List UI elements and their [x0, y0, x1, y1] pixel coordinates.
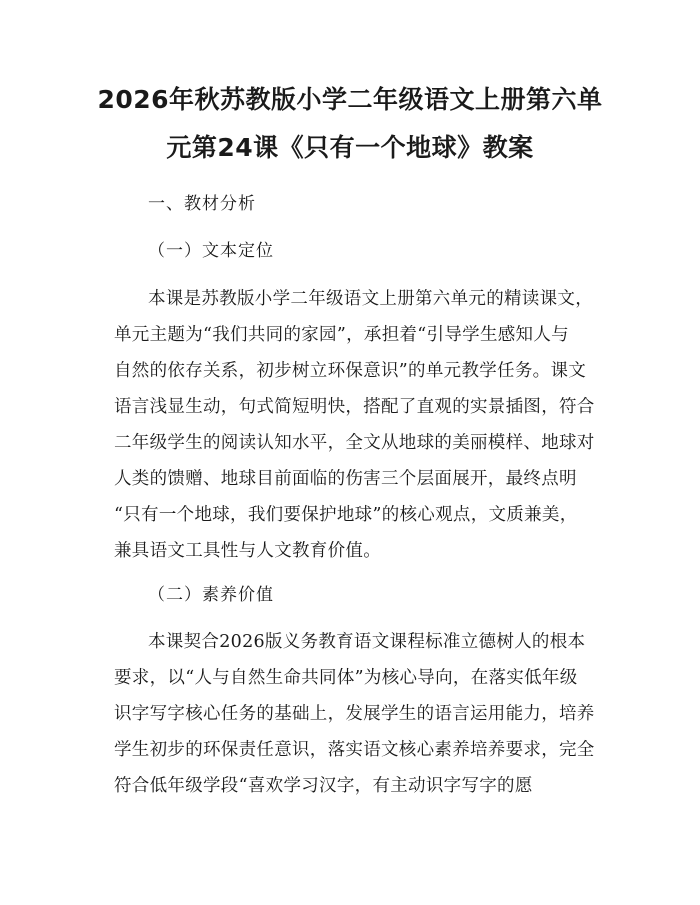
paragraph-1-line-6: 人类的馈赠、地球目前面临的伤害三个层面展开，最终点明 — [114, 469, 577, 489]
paragraph-2-line-4: 学生初步的环保责任意识，落实语文核心素养培养要求，完全 — [114, 740, 595, 760]
paragraph-2-line-5: 符合低年级学段“喜欢学习汉字，有主动识字写字的愿 — [114, 776, 533, 796]
paragraph-1-line-4: 语言浅显生动，句式简短明快，搭配了直观的实景插图，符合 — [114, 397, 595, 417]
paragraph-1-line-1: 本课是苏教版小学二年级语文上册第六单元的精读课文， — [148, 289, 593, 309]
paragraph-1-line-5: 二年级学生的阅读认知水平，全文从地球的美丽模样、地球对 — [114, 433, 595, 453]
section-heading-teaching-material-analysis: 一、教材分析 — [148, 194, 256, 214]
subsection-heading-literacy-value: （二）素养价值 — [148, 585, 274, 605]
paragraph-2-line-2: 要求，以“人与自然生命共同体”为核心导向，在落实低年级 — [114, 668, 578, 688]
paragraph-2-line-1: 本课契合2026版义务教育语文课程标准立德树人的根本 — [148, 632, 586, 652]
paragraph-1-line-2: 单元主题为“我们共同的家园”，承担着“引导学生感知人与 — [114, 325, 569, 345]
paragraph-1-line-7: “只有一个地球，我们要保护地球”的核心观点，文质兼美， — [114, 505, 578, 525]
subsection-heading-text-positioning: （一）文本定位 — [148, 241, 274, 261]
paragraph-2-line-3: 识字写字核心任务的基础上，发展学生的语言运用能力，培养 — [114, 704, 595, 724]
paragraph-1-line-3: 自然的依存关系，初步树立环保意识”的单元教学任务。课文 — [114, 361, 587, 381]
document-title-line-2: 元第24课《只有一个地球》教案 — [166, 133, 534, 162]
paragraph-1-line-8: 兼具语文工具性与人文教育价值。 — [114, 541, 381, 561]
document-title-line-1: 2026年秋苏教版小学二年级语文上册第六单 — [97, 85, 603, 114]
